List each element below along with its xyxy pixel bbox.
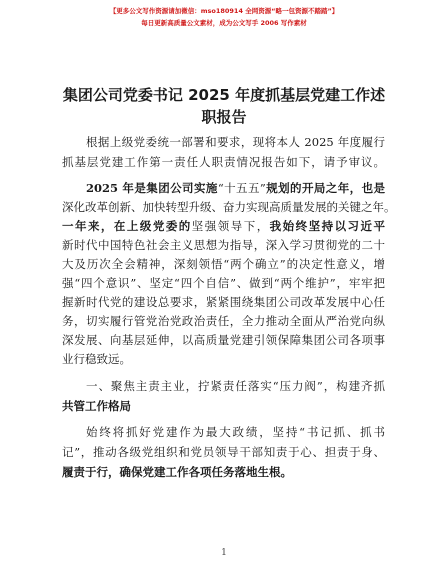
- paragraph-2-line-10: 业行稳致远。: [62, 352, 131, 366]
- document-title-line-1: 集团公司党委书记 2025 年度抓基层党建工作述: [62, 86, 386, 104]
- paragraph-2-line-2: 深化改革创新、加快转型升级、奋力实现高质量发展的关键之年。: [62, 200, 396, 214]
- paragraph-3-line-1: 始终将抓好党建作为最大政绩，坚持“书记抓、抓书: [86, 425, 385, 439]
- paragraph-2-line-4: 新时代中国特色社会主义思想为指导，深入学习贯彻党的二十: [62, 238, 385, 252]
- intro-bold-phrase-2: 规划的开局之年，也是: [265, 181, 385, 195]
- year-summary-bold: 一年来，在上级党委的: [62, 219, 192, 233]
- document-title-line-2: 职报告: [201, 108, 247, 126]
- section-heading-1-line-2: 共管工作格局: [62, 399, 131, 413]
- paragraph-2-line-5: 大及历次全会精神，深刻领悟“两个确立”的决定性意义，增: [62, 257, 385, 271]
- intro-bold-phrase: 2025 年是集团公司实施: [86, 181, 218, 195]
- paragraph-1-line-1: 根据上级党委统一部署和要求，现将本人 2025 年度履行: [86, 135, 385, 149]
- plan-name: “十五五”: [217, 181, 266, 195]
- paragraph-2-line-8: 务，切实履行管党治党政治责任，全力推动全面从严治党向纵: [62, 314, 385, 328]
- promo-banner-line-2: 每日更新高质量公文素材，成为公文写手 2006 写作素材: [141, 19, 307, 27]
- paragraph-2-line-1: [86, 180, 385, 196]
- paragraph-2-line-6: 强“四个意识”、坚定“四个自信”、做到“两个维护”，牢牢把: [62, 276, 385, 290]
- promo-banner-line-1: 【更多公文写作资源请加微信：mso180914 全网资源“略一包资源不踏踏”】: [109, 7, 339, 15]
- paragraph-3-line-3: 履责于行，确保党建工作各项任务落地生根。: [62, 465, 292, 479]
- paragraph-3-line-2: 记”，推动各级党组织和党员领导干部知责于心、担责于身、: [62, 445, 385, 459]
- paragraph-1-line-2: 抓基层党建工作第一责任人职责情况报告如下，请予审议。: [62, 155, 385, 169]
- page-number: 1: [221, 548, 227, 558]
- section-heading-1-line-1: 一、聚焦主责主业，拧紧责任落实“压力阀”，构建齐抓: [86, 379, 385, 393]
- paragraph-2-line-9: 深发展、向基层延伸，以高质量党建引领保障集团公司各项事: [62, 333, 385, 347]
- guidance-bold: 我始终坚持以习近平: [269, 219, 386, 233]
- paragraph-2-line-3: [62, 218, 385, 234]
- paragraph-2-line-7: 握新时代党的建设总要求，紧紧围绕集团公司改革发展中心任: [62, 295, 385, 309]
- leadership-phrase: 坚强领导下，: [191, 219, 270, 233]
